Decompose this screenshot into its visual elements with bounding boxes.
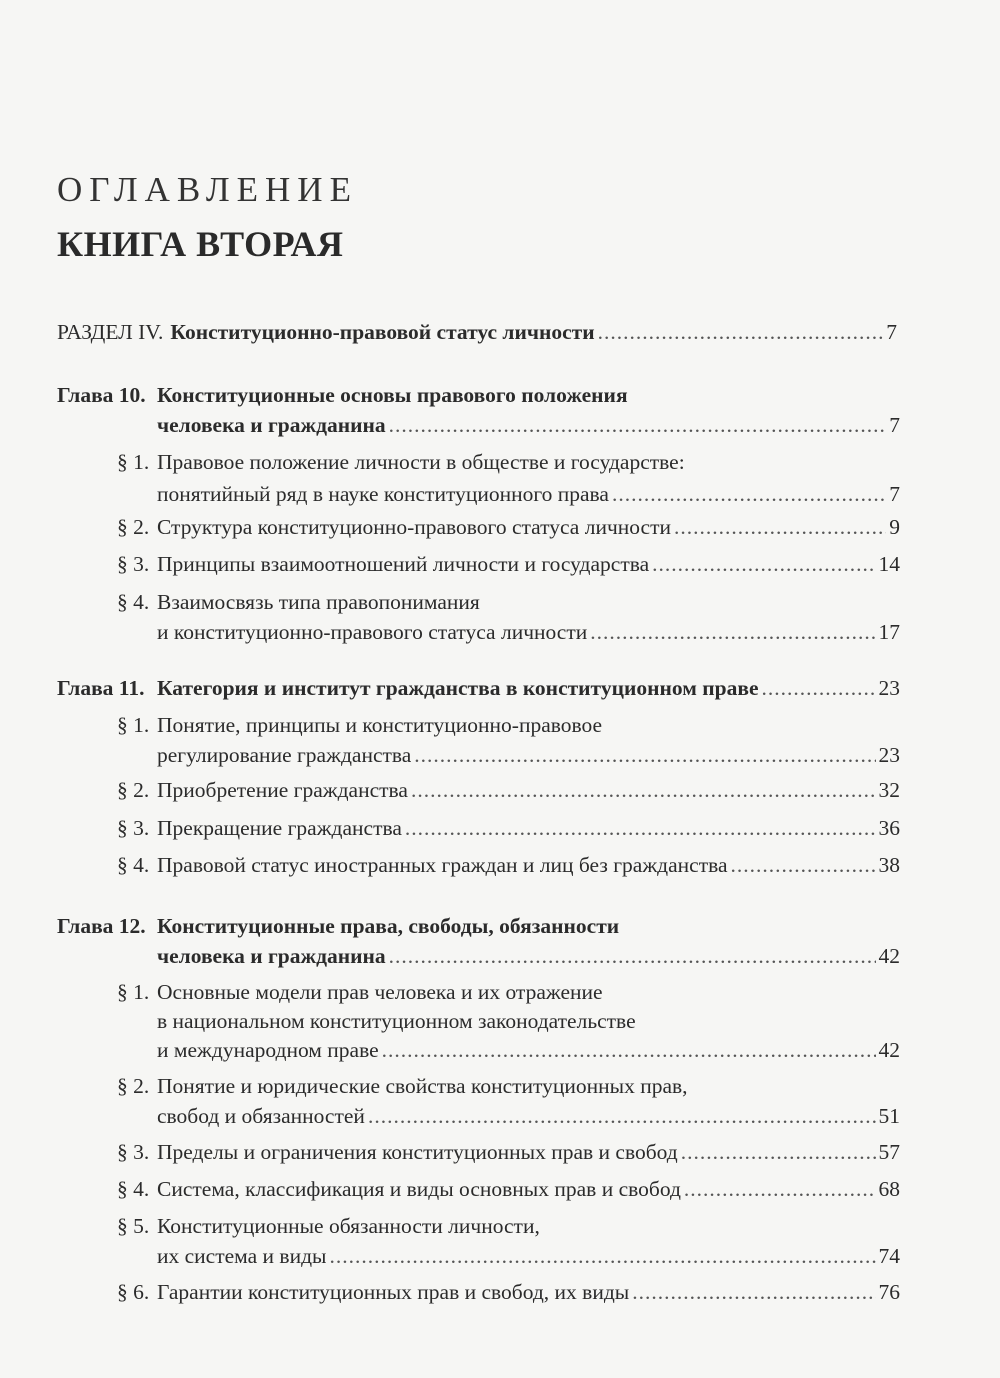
section-label: § 1. [117, 450, 150, 474]
section-label: § 5. [117, 1214, 150, 1238]
chapter-title-line: Категория и институт гражданства в конституционном праве [157, 676, 759, 700]
section-title-line: их система и виды [157, 1244, 327, 1268]
section-title-line: и международном праве [157, 1038, 379, 1062]
dot-leader [674, 513, 886, 541]
section-label: § 6. [117, 1280, 150, 1304]
toc-section-entry[interactable] [117, 1278, 900, 1306]
section-title-line: Основные модели прав человека и их отражение [157, 980, 603, 1004]
section-label: § 3. [117, 1140, 150, 1164]
section-title-line: регулирование гражданства [157, 743, 412, 767]
chapter-label: Глава 10. [57, 383, 146, 407]
page-number: 74 [878, 1244, 900, 1268]
section-title-line: понятийный ряд в науке конституционного права [157, 482, 609, 506]
page-number: 32 [878, 778, 900, 802]
section-label: § 4. [117, 853, 150, 877]
dot-leader [762, 674, 876, 702]
section-label: § 2. [117, 778, 150, 802]
toc-section-entry[interactable] [117, 978, 900, 1064]
page-number: 68 [878, 1177, 900, 1201]
section-title-line: и конституционно-правового статуса личности [157, 620, 588, 644]
dot-leader [382, 1036, 876, 1064]
toc-title: ОГЛАВЛЕНИЕ [57, 170, 358, 209]
section-label: § 1. [117, 713, 150, 737]
chapter-title-line: Конституционные основы правового положения [157, 383, 628, 407]
page-number: 7 [889, 413, 900, 437]
page-number: 51 [878, 1104, 900, 1128]
dot-leader [411, 776, 876, 804]
dot-leader [731, 851, 876, 879]
page-number: 23 [878, 676, 900, 700]
toc-chapter-entry[interactable] [57, 674, 900, 702]
dot-leader [389, 942, 876, 970]
section-title-line: Прекращение гражданства [157, 816, 402, 840]
toc-section-entry[interactable] [117, 448, 900, 508]
dot-leader [598, 318, 884, 346]
chapter-title-line: человека и гражданина [157, 944, 386, 968]
chapter-title-line: Конституционные права, свободы, обязанности [157, 914, 620, 938]
section-label: § 4. [117, 1177, 150, 1201]
section-title-line: Структура конституционно-правового статуса личности [157, 515, 671, 539]
section-label: § 1. [117, 980, 150, 1004]
toc-chapter-entry[interactable] [57, 912, 900, 970]
dot-leader [405, 814, 876, 842]
toc-section-entry[interactable] [117, 1175, 900, 1203]
page-number: 7 [889, 482, 900, 506]
dot-leader [632, 1278, 875, 1306]
section-label: § 3. [117, 552, 150, 576]
section-title-line: Пределы и ограничения конституционных прав и свобод [157, 1140, 678, 1164]
page-number: 42 [878, 944, 900, 968]
section-title-line: Взаимосвязь типа правопонимания [157, 590, 480, 614]
section-label: § 4. [117, 590, 150, 614]
toc-section-entry[interactable] [117, 513, 900, 541]
toc-section-entry[interactable] [117, 814, 900, 842]
dot-leader [681, 1138, 876, 1166]
page-number: 23 [878, 743, 900, 767]
section-title-line: Правовой статус иностранных граждан и лиц без гражданства [157, 853, 728, 877]
section-title-line: Система, классификация и виды основных прав и свобод [157, 1177, 681, 1201]
dot-leader [414, 741, 875, 769]
toc-section-entry[interactable] [117, 550, 900, 578]
page-number: 36 [878, 816, 900, 840]
chapter-title-line: человека и гражданина [157, 413, 386, 437]
toc-part-entry[interactable] [57, 318, 897, 346]
section-label: § 2. [117, 1074, 150, 1098]
dot-leader [329, 1242, 875, 1270]
dot-leader [684, 1175, 876, 1203]
book-title: КНИГА ВТОРАЯ [57, 224, 344, 264]
chapter-label: Глава 11. [57, 676, 145, 700]
section-title-line: в национальном конституционном законодательстве [157, 1009, 636, 1033]
section-label: § 2. [117, 515, 150, 539]
section-title-line: Понятие и юридические свойства конституционных прав, [157, 1074, 688, 1098]
section-title-line: Понятие, принципы и конституционно-правовое [157, 713, 603, 737]
page-number: 17 [878, 620, 900, 644]
page-number: 42 [878, 1038, 900, 1062]
page-number: 9 [889, 515, 900, 539]
dot-leader [612, 480, 886, 508]
section-title-line: Гарантии конституционных прав и свобод, их виды [157, 1280, 630, 1304]
toc-section-entry[interactable] [117, 776, 900, 804]
section-label: § 3. [117, 816, 150, 840]
section-title-line: Принципы взаимоотношений личности и государства [157, 552, 650, 576]
page-number: 38 [878, 853, 900, 877]
toc-section-entry[interactable] [117, 1138, 900, 1166]
dot-leader [368, 1102, 876, 1130]
section-title-line: свобод и обязанностей [157, 1104, 365, 1128]
page-number: 57 [878, 1140, 900, 1164]
toc-section-entry[interactable] [117, 588, 900, 646]
section-title-line: Правовое положение личности в обществе и государстве: [157, 450, 685, 474]
chapter-label: Глава 12. [57, 914, 146, 938]
page-number: 7 [886, 320, 897, 344]
toc-section-entry[interactable] [117, 851, 900, 879]
toc-section-entry[interactable] [117, 1212, 900, 1270]
page-number: 76 [878, 1280, 900, 1304]
part-prefix: РАЗДЕЛ IV. [57, 320, 164, 344]
toc-section-entry[interactable] [117, 711, 900, 769]
dot-leader [652, 550, 875, 578]
section-title-line: Приобретение гражданства [157, 778, 408, 802]
toc-section-entry[interactable] [117, 1072, 900, 1130]
dot-leader [590, 618, 875, 646]
toc-chapter-entry[interactable] [57, 381, 900, 439]
section-title-line: Конституционные обязанности личности, [157, 1214, 540, 1238]
part-title: Конституционно-правовой статус личности [170, 320, 595, 344]
page-number: 14 [878, 552, 900, 576]
dot-leader [389, 411, 887, 439]
